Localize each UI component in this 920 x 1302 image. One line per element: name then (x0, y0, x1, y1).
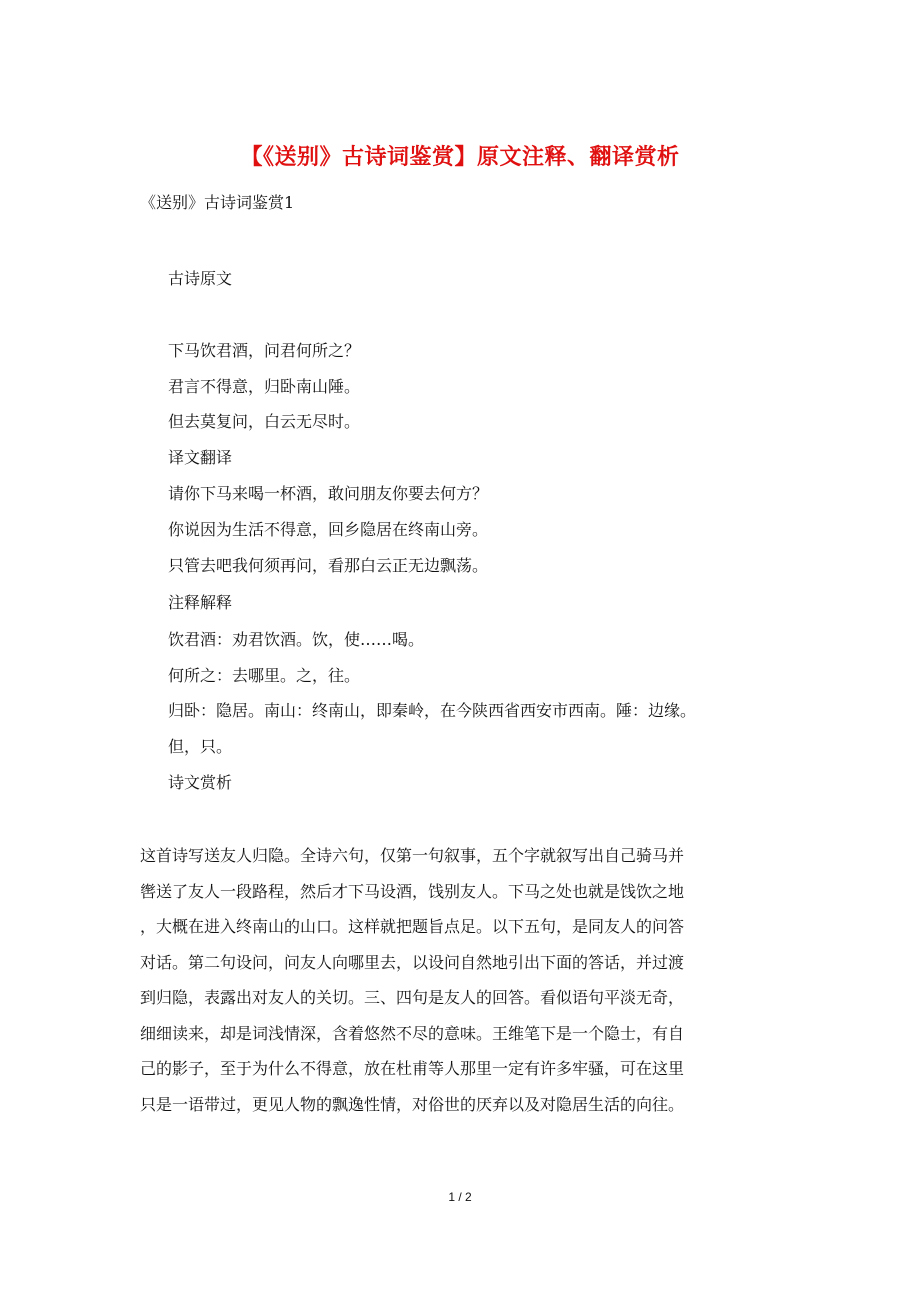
paragraph-line: 对话。第二句设问，问友人向哪里去，以设问自然地引出下面的答话，并过渡 (140, 952, 685, 972)
paragraph-line: 辔送了友人一段路程，然后才下马设酒，饯别友人。下马之处也就是饯饮之地 (140, 881, 685, 901)
section-subtitle: 《送别》古诗词鉴赏1 (140, 193, 295, 212)
translation-line-2: 你说因为生活不得意，回乡隐居在终南山旁。 (168, 520, 489, 539)
annotation-line-3: 归卧：隐居。南山：终南山，即秦岭，在今陕西省西安市西南。陲：边缘。 (168, 701, 697, 720)
annotation-line-2: 何所之：去哪里。之，往。 (168, 666, 361, 685)
heading-annotation: 注释解释 (168, 593, 233, 612)
translation-line-3: 只管去吧我何须再问，看那白云正无边飘荡。 (168, 556, 489, 575)
annotation-line-4: 但，只。 (168, 737, 233, 756)
poem-line-3: 但去莫复问，白云无尽时。 (168, 412, 361, 431)
paragraph-line: 这首诗写送友人归隐。全诗六句，仅第一句叙事，五个字就叙写出自己骑马并 (140, 846, 685, 865)
page-number: 1 / 2 (448, 1190, 472, 1204)
paragraph-line: 己的影子，至于为什么不得意，放在杜甫等人那里一定有许多牢骚，可在这里 (140, 1059, 685, 1078)
paragraph-line: 到归隐，表露出对友人的关切。三、四句是友人的回答。看似语句平淡无奇， (140, 988, 685, 1007)
heading-appreciation: 诗文赏析 (168, 773, 233, 792)
heading-original-text: 古诗原文 (168, 269, 233, 288)
poem-line-1: 下马饮君酒，问君何所之？ (168, 341, 361, 360)
poem-line-2: 君言不得意，归卧南山陲。 (168, 377, 361, 396)
translation-line-1: 请你下马来喝一杯酒，敢问朋友你要去何方？ (168, 484, 489, 503)
paragraph-line: ，大概在进入终南山的山口。这样就把题旨点足。以下五句，是同友人的问答 (140, 917, 685, 936)
appreciation-paragraph (140, 838, 780, 1122)
document-title: 【《送别》古诗词鉴赏】原文注释、翻译赏析 (240, 144, 680, 170)
annotation-line-1: 饮君酒：劝君饮酒。饮，使……喝。 (168, 630, 425, 649)
heading-translation: 译文翻译 (168, 448, 233, 467)
paragraph-line: 只是一语带过，更见人物的飘逸性情，对俗世的厌弃以及对隐居生活的向往。 (140, 1094, 685, 1114)
paragraph-line: 细细读来，却是词浅情深，含着悠然不尽的意味。王维笔下是一个隐士，有自 (140, 1023, 685, 1043)
